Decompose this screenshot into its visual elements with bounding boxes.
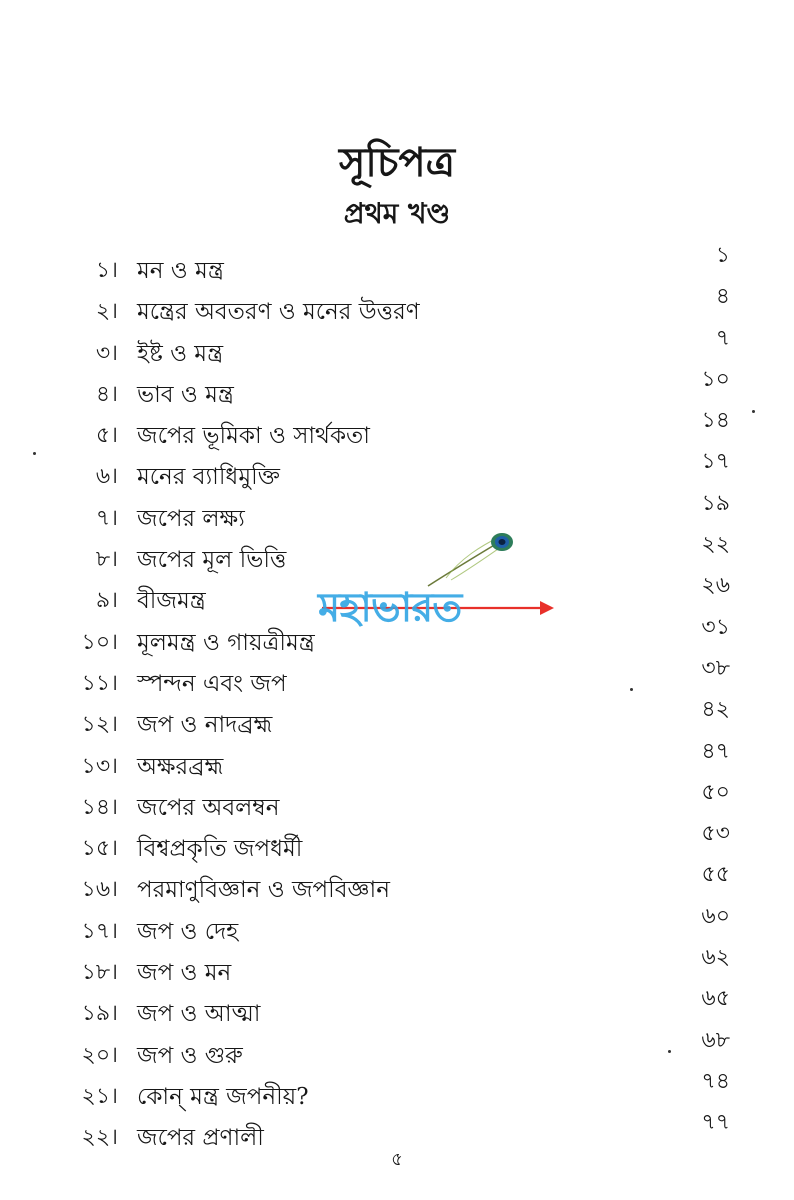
section-subtitle: প্রথম খণ্ড [343, 197, 451, 231]
toc-entry [0, 738, 794, 787]
toc-entry-page: ১৯ [701, 490, 730, 516]
toc-entry-number: ১৫। [81, 836, 118, 862]
toc-entry-page: ১৭ [701, 449, 730, 475]
toc-entry-title: জপ ও দেহ [137, 918, 239, 945]
toc-entry-title: জপের ভূমিকা ও সার্থকতা [137, 423, 370, 450]
toc-entry [0, 779, 794, 828]
toc-entry-page: ৭ [715, 325, 730, 351]
print-speck [752, 410, 755, 413]
toc-entry [0, 655, 794, 704]
toc-entry-page: ২৬ [701, 573, 730, 599]
toc-entry-page: ৭৪ [701, 1068, 730, 1094]
toc-entry-title: জপের লক্ষ্য [137, 505, 245, 532]
page-number: ৫ [391, 1149, 403, 1170]
page-title: সূচিপত্র [339, 138, 455, 186]
toc-entry-page: ৭৭ [701, 1110, 730, 1136]
toc-entry-number: ৪। [95, 381, 118, 407]
toc-entry-title: জপ ও গুরু [137, 1042, 243, 1069]
toc-entry [0, 408, 794, 456]
toc-entry-page: ৬০ [701, 903, 730, 929]
toc-entry-page: ৬৫ [701, 986, 730, 1012]
toc-entry [0, 821, 794, 869]
toc-entry-title: বিশ্বপ্রকৃতি জপধর্মী [137, 836, 303, 863]
toc-entry-number: ৫। [95, 423, 118, 449]
toc-entry-number: ১৭। [81, 918, 118, 944]
toc-entry-title: অক্ষরব্রহ্ম [137, 753, 224, 780]
toc-entry-page: ১ [715, 243, 730, 268]
toc-entry-number: ১। [95, 258, 118, 283]
toc-entry-number: ২১। [81, 1083, 118, 1109]
toc-entry-page: ১০ [701, 366, 730, 392]
toc-entry [0, 449, 794, 497]
toc-entry-title: বীজমন্ত্র [137, 588, 206, 615]
toc-entry-page: ২২ [701, 532, 730, 558]
toc-entry [0, 532, 794, 580]
toc-entry-number: ২০। [81, 1042, 118, 1068]
toc-entry-title: জপের মূল ভিত্তি [137, 547, 287, 574]
watermark-text: মহাভারত [318, 585, 462, 631]
toc-entry-title: মন ও মন্ত্র [137, 258, 224, 284]
toc-entry [0, 862, 794, 910]
toc-entry-title: জপের অবলম্বন [137, 794, 280, 821]
toc-entry-title: জপ ও মন [137, 960, 232, 987]
toc-entry-number: ১৩। [81, 753, 118, 779]
toc-entry-title: মন্ত্রের অবতরণ ও মনের উত্তরণ [137, 299, 420, 326]
toc-entry [0, 1027, 794, 1076]
toc-entry-title: মূলমন্ত্র ও গায়ত্রীমন্ত্র [137, 629, 315, 656]
toc-entry-title: ইষ্ট ও মন্ত্র [137, 340, 224, 367]
toc-entry-title: মনের ব্যাধিমুক্তি [137, 464, 281, 491]
table-of-contents [0, 243, 794, 1159]
toc-entry [0, 1068, 794, 1117]
toc-entry-title: জপ ও নাদব্রহ্ম [137, 712, 273, 739]
toc-entry [0, 490, 794, 539]
print-speck [668, 1050, 671, 1053]
toc-entry-number: ৮। [95, 547, 118, 573]
toc-entry [0, 573, 794, 621]
toc-entry-page: ৫৫ [701, 862, 730, 888]
toc-entry [0, 945, 794, 993]
toc-entry-title: জপ ও আত্মা [137, 1001, 261, 1028]
toc-entry-number: ৬। [95, 464, 118, 490]
toc-entry-number: ১৮। [81, 960, 118, 986]
toc-entry-title: পরমাণুবিজ্ঞান ও জপবিজ্ঞান [137, 877, 390, 904]
toc-entry-number: ১০। [81, 629, 118, 655]
toc-entry-number: ১২। [81, 712, 118, 738]
toc-entry-title: স্পন্দন এবং জপ [137, 670, 287, 697]
toc-entry-page: ৬৮ [701, 1027, 730, 1053]
toc-entry-title: ভাব ও মন্ত্র [137, 381, 234, 408]
toc-entry-number: ১১। [81, 670, 118, 696]
toc-entry-page: ৩৮ [701, 655, 730, 681]
toc-entry-number: ৩। [95, 340, 118, 366]
toc-entry-number: ২। [95, 299, 118, 325]
toc-entry-page: ৪২ [701, 697, 730, 723]
toc-entry [0, 366, 794, 415]
toc-entry [0, 284, 794, 332]
toc-entry-title: কোন্ মন্ত্র জপনীয়? [137, 1083, 309, 1110]
print-speck [630, 688, 633, 691]
toc-entry-title: জপের প্রণালী [137, 1125, 264, 1152]
toc-entry [0, 986, 794, 1034]
toc-entry-page: ৬২ [701, 945, 730, 971]
print-speck [33, 452, 36, 455]
toc-entry-page: ৪ [715, 284, 730, 310]
toc-entry [0, 614, 794, 663]
toc-entry-page: ৫০ [701, 779, 730, 805]
toc-entry-number: ১৯। [81, 1001, 118, 1027]
toc-entry [0, 903, 794, 952]
toc-entry-number: ৭। [95, 505, 118, 531]
toc-entry-page: ৩১ [701, 614, 730, 640]
toc-entry-number: ১৪। [81, 794, 118, 820]
toc-entry-page: ১৪ [701, 408, 730, 434]
toc-entry [0, 325, 794, 374]
toc-entry-number: ৯। [95, 588, 118, 614]
toc-entry-number: ১৬। [81, 877, 118, 903]
toc-entry [0, 697, 794, 745]
toc-entry-page: ৫৩ [701, 821, 730, 847]
toc-entry-page: ৪৭ [701, 738, 730, 764]
toc-entry [0, 243, 794, 291]
toc-entry-number: ২২। [81, 1125, 118, 1151]
